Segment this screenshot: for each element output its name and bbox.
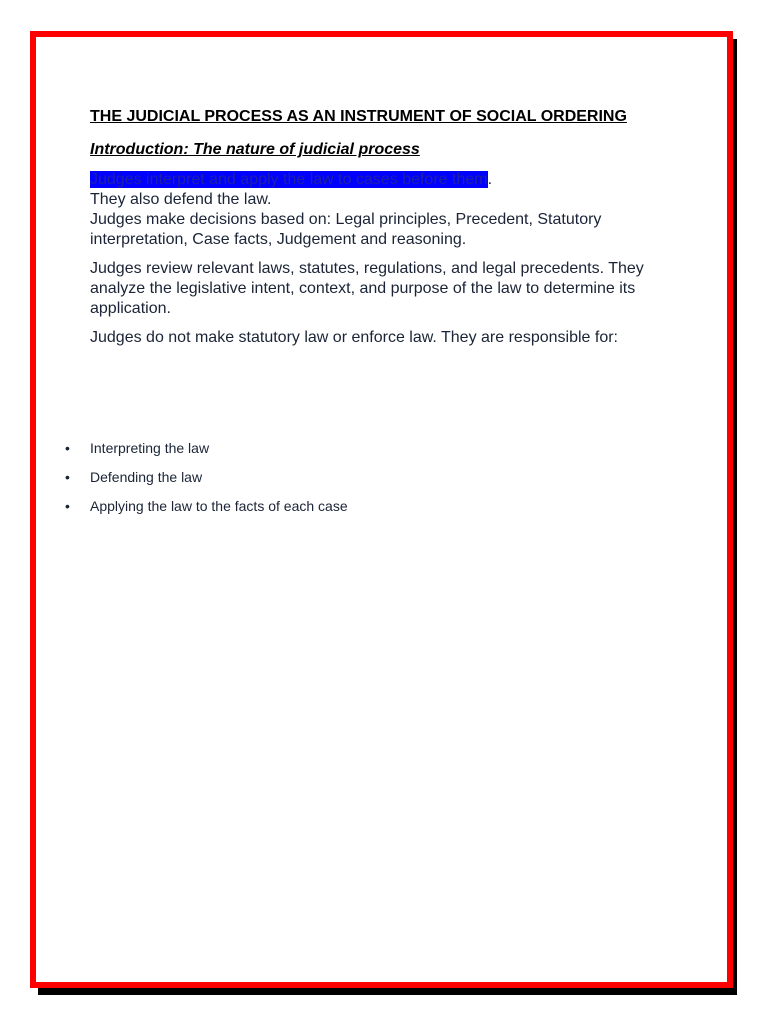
line-defend: They also defend the law.	[90, 191, 272, 208]
list-item	[65, 498, 665, 527]
list-item-text: Defending the law	[90, 469, 203, 485]
line-decisions: Judges make decisions based on: Legal principles, Precedent, Statutory interpretation, Case facts, Judgement and reasoning.	[90, 211, 602, 248]
document-content	[65, 107, 670, 514]
paragraph-responsible: Judges do not make statutory law or enforce law. They are responsible for:	[90, 329, 618, 346]
paragraph-review: Judges review relevant laws, statutes, regulations, and legal precedents. They analyze the legislative intent, context, and purpose of the law to determine its application.	[90, 260, 644, 317]
list-item-text: Interpreting the law	[90, 440, 210, 456]
bullet-icon: •	[65, 498, 70, 514]
list-item	[65, 469, 665, 498]
highlighted-text: Judges interpret and apply the law to cases before them	[90, 171, 488, 188]
document-title: THE JUDICIAL PROCESS AS AN INSTRUMENT OF SOCIAL ORDERING	[90, 108, 627, 125]
section-heading: Introduction: The nature of judicial process	[90, 141, 420, 158]
bullet-icon: •	[65, 469, 70, 485]
highlighted-text-end: .	[487, 171, 493, 188]
list-item-text: Applying the law to the facts of each case	[90, 498, 348, 514]
responsibility-list	[65, 440, 665, 527]
bullet-icon: •	[65, 440, 70, 456]
list-item	[65, 440, 665, 469]
document-page	[30, 31, 733, 988]
paragraph-intro	[90, 170, 670, 190]
